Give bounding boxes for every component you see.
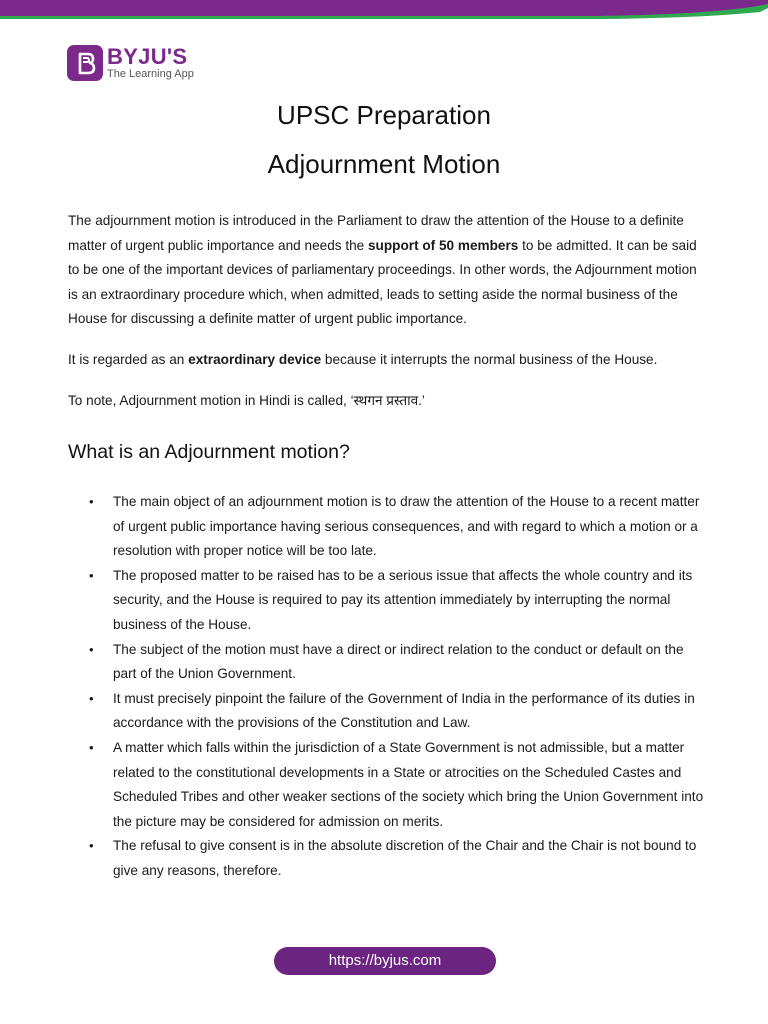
bullet-icon: •: [89, 739, 94, 755]
intro-bold-text: support of 50 members: [368, 237, 519, 253]
list-item: [68, 564, 708, 638]
list-item: [68, 638, 708, 687]
byjus-logo: [67, 45, 194, 81]
extraordinary-device-paragraph: [68, 348, 708, 373]
footer-url-link[interactable]: https://byjus.com: [274, 947, 496, 975]
intro-paragraph: [68, 209, 708, 332]
device-text-before: It is regarded as an: [68, 352, 189, 367]
intro-text-after: to be admitted. It can be said to be one of the important devices of parliamentary proceedings. In other words, the Adjournment motion is an extraordinary procedure which, when admitted, leads to setting aside the normal business of the House for discussing a definite matter of urgent public importance.: [68, 237, 697, 327]
logo-brand-name: BYJU'S: [107, 44, 188, 69]
list-item: [68, 834, 708, 883]
bullet-icon: •: [89, 838, 94, 854]
list-item-text: The proposed matter to be raised has to be a serious issue that affects the whole country and its security, and the House is required to pay its attention immediately by interrupting the normal business of the House.: [113, 567, 693, 632]
intro-text-before: The adjournment motion is introduced in the Parliament to draw the attention of the House to a definite matter of urgent public importance and needs the: [68, 213, 684, 253]
bullet-icon: •: [89, 690, 94, 706]
list-item-text: The subject of the motion must have a direct or indirect relation to the conduct or default on the part of the Union Government.: [113, 641, 684, 682]
section-heading: What is an Adjournment motion?: [68, 441, 350, 463]
list-item: [68, 736, 708, 834]
page-title: UPSC Preparation: [277, 100, 491, 130]
list-item-text: It must precisely pinpoint the failure of the Government of India in the performance of its duties in accordance with the provisions of the Constitution and Law.: [113, 690, 695, 731]
device-text-after: because it interrupts the normal business of the House.: [321, 352, 658, 367]
list-item-text: The refusal to give consent is in the absolute discretion of the Chair and the Chair is not bound to give any reasons, therefore.: [113, 838, 697, 878]
adjournment-bullet-list: [68, 490, 708, 884]
list-item-text: The main object of an adjournment motion is to draw the attention of the House to a recent matter of urgent public importance having serious consequences, and with regard to which a motion or a resolution with proper notice will be too late.: [113, 494, 700, 559]
device-bold-text: extraordinary device: [188, 352, 322, 367]
list-item: [68, 687, 708, 736]
bullet-icon: •: [89, 494, 94, 509]
list-item-text: A matter which falls within the jurisdiction of a State Government is not admissible, but a matter related to the constitutional developments in a State or atrocities on the Scheduled Castes and Scheduled Tribes and other weaker sections of the society which bring the Union Government into the picture may be considered for admission on merits.: [113, 739, 704, 829]
page-subtitle: Adjournment Motion: [267, 149, 501, 179]
bullet-icon: •: [89, 641, 94, 657]
top-color-band: [0, 0, 768, 22]
hindi-note-paragraph: To note, Adjournment motion in Hindi is called, ‘स्थगन प्रस्ताव.’: [68, 393, 425, 408]
bullet-icon: •: [89, 567, 94, 583]
logo-tagline: The Learning App: [107, 68, 194, 80]
byjus-logo-icon: [67, 45, 103, 81]
list-item: [68, 490, 708, 564]
